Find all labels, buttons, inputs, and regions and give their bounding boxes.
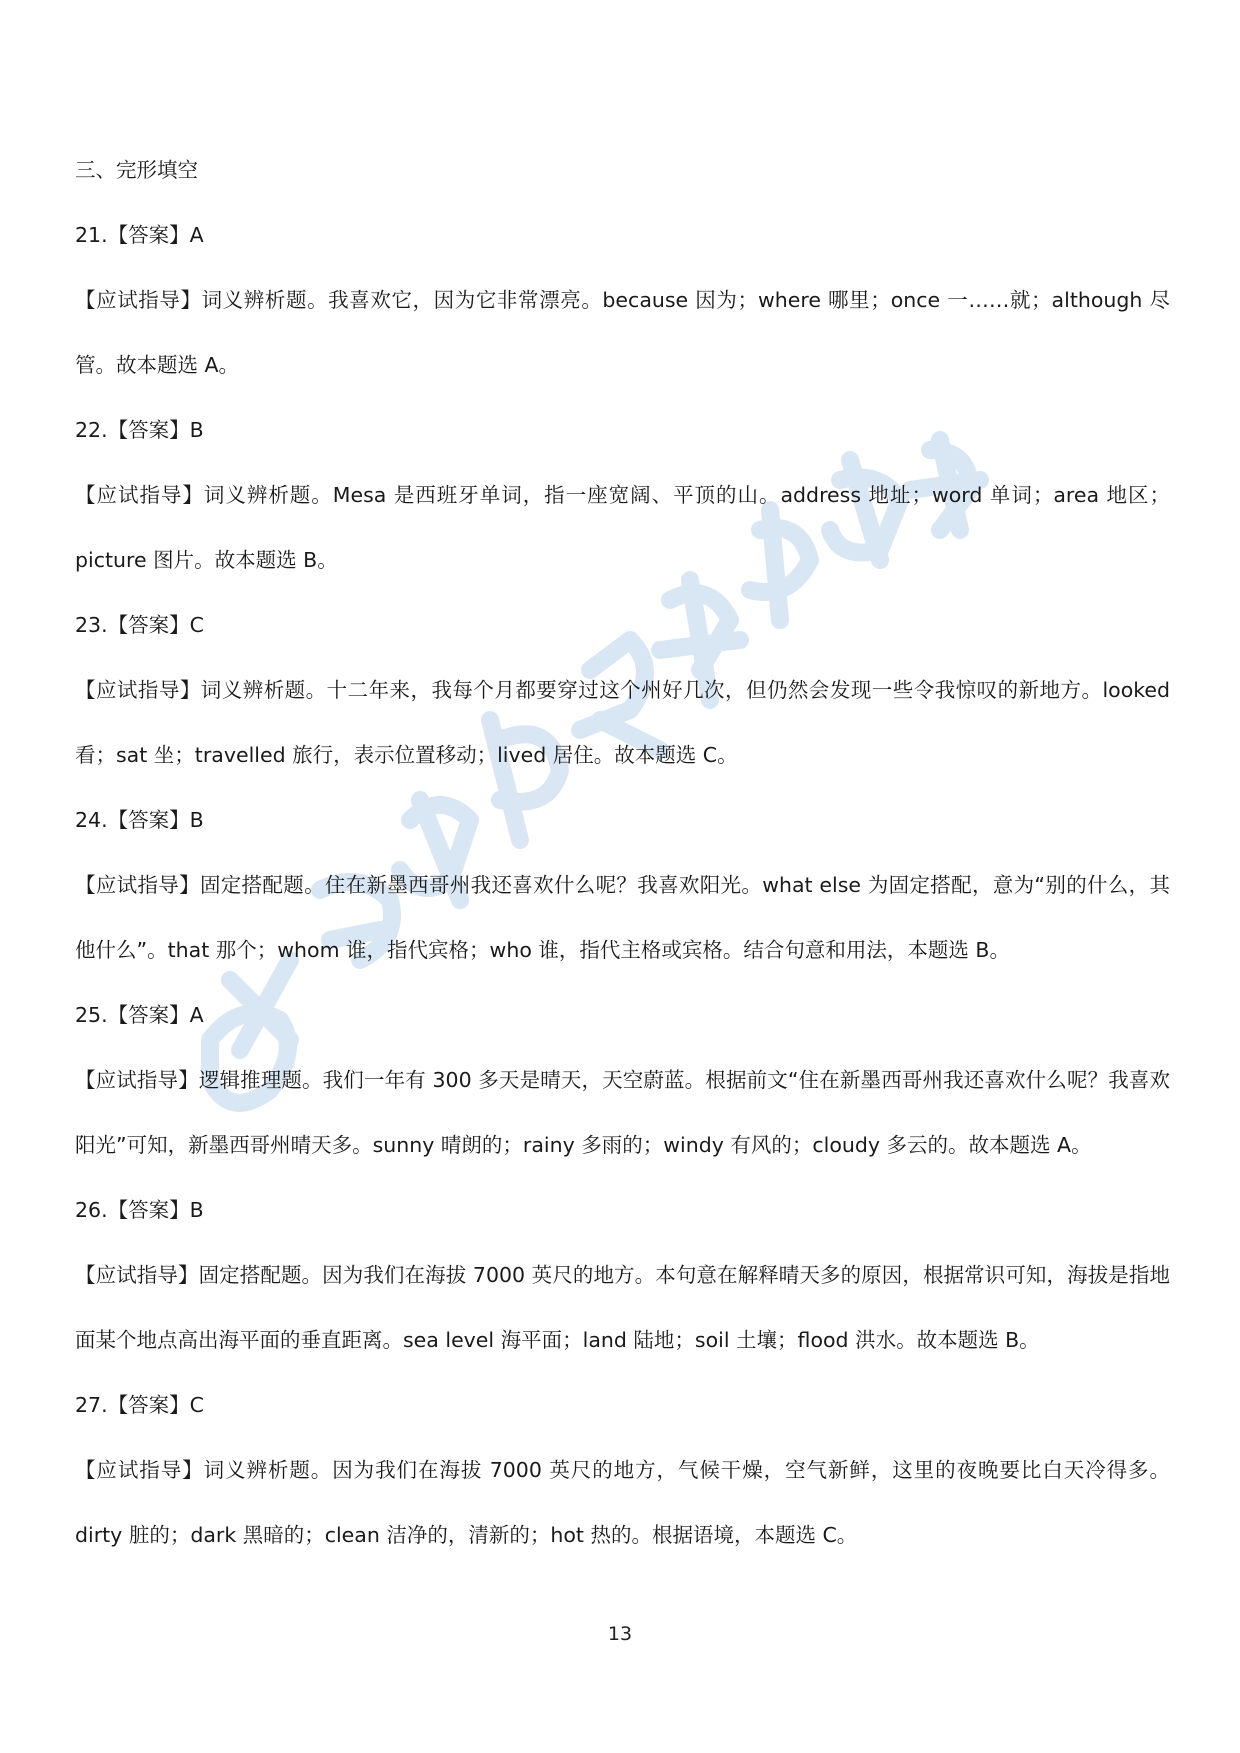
section-title: 三、完形填空: [75, 158, 198, 182]
guide-24: 【应试指导】固定搭配题。住在新墨西哥州我还喜欢什么呢？我喜欢阳光。what else 为固定搭配，意为“别的什么，其他什么”。that 那个；whom 谁，指代宾格；who 谁，指代主格或宾格。结合句意和用法，本题选 B。: [75, 873, 1170, 962]
guide-26: 【应试指导】固定搭配题。因为我们在海拔 7000 英尺的地方。本句意在解释晴天多的原因，根据常识可知，海拔是指地面某个地点高出海平面的垂直距离。sea level 海平面；land 陆地；soil 土壤；flood 洪水。故本题选 B。: [75, 1263, 1170, 1352]
guide-21: 【应试指导】词义辨析题。我喜欢它，因为它非常漂亮。because 因为；where 哪里；once 一……就；although 尽管。故本题选 A。: [75, 288, 1170, 377]
guide-22: 【应试指导】词义辨析题。Mesa 是西班牙单词，指一座宽阔、平顶的山。address 地址；word 单词；area 地区；picture 图片。故本题选 B。: [75, 483, 1170, 572]
answer-content: [75, 138, 1170, 1568]
guide-23: 【应试指导】词义辨析题。十二年来，我每个月都要穿过这个州好几次，但仍然会发现一些令我惊叹的新地方。looked 看；sat 坐；travelled 旅行，表示位置移动；lived 居住。故本题选 C。: [75, 678, 1170, 767]
guide-27: 【应试指导】词义辨析题。因为我们在海拔 7000 英尺的地方，气候干燥，空气新鲜，这里的夜晚要比白天冷得多。dirty 脏的；dark 黑暗的；clean 洁净的，清新的；hot 热的。根据语境，本题选 C。: [75, 1458, 1170, 1547]
answer-21: 21.【答案】A: [75, 223, 204, 247]
page-number: 13: [607, 1623, 633, 1645]
answer-25: 25.【答案】A: [75, 1003, 204, 1027]
answer-22: 22.【答案】B: [75, 418, 204, 442]
answer-24: 24.【答案】B: [75, 808, 204, 832]
answer-26: 26.【答案】B: [75, 1198, 204, 1222]
answer-27: 27.【答案】C: [75, 1393, 204, 1417]
answer-23: 23.【答案】C: [75, 613, 204, 637]
guide-25: 【应试指导】逻辑推理题。我们一年有 300 多天是晴天，天空蔚蓝。根据前文“住在新墨西哥州我还喜欢什么呢？我喜欢阳光”可知，新墨西哥州晴天多。sunny 晴朗的；rainy 多雨的；windy 有风的；cloudy 多云的。故本题选 A。: [75, 1068, 1170, 1157]
